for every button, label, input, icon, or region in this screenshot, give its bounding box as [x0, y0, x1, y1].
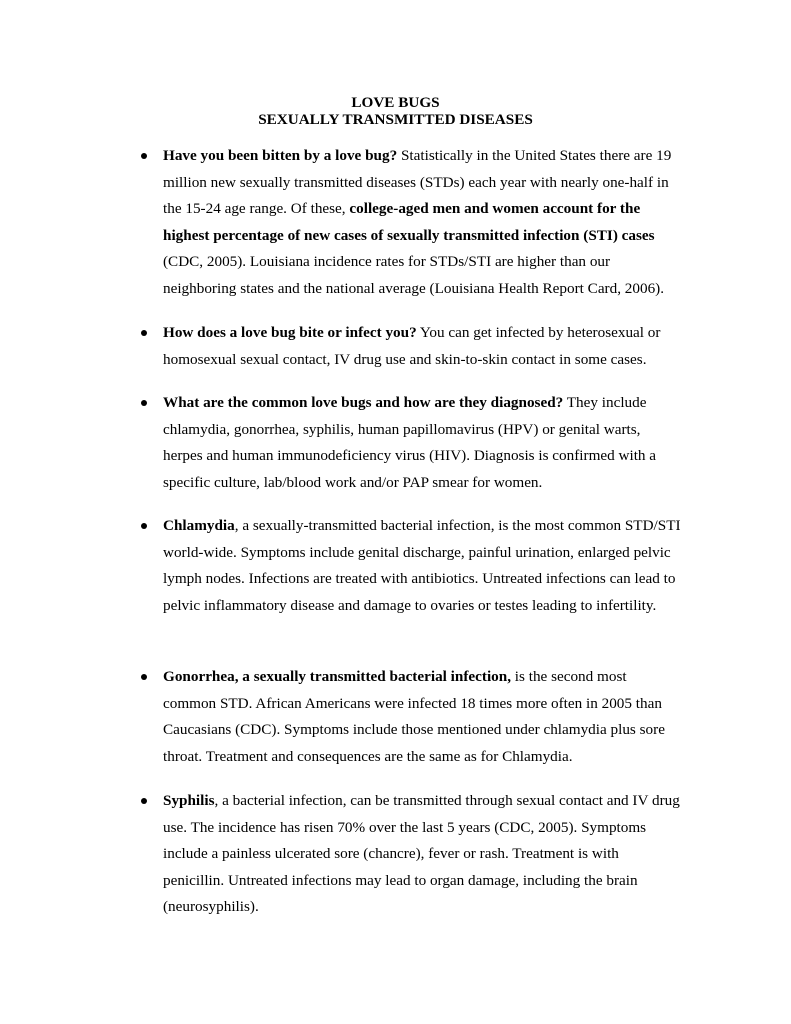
bullet-emphasis: college-aged men and women account for the highest percentage of new cases of sexually transmitted infection (STI) cases	[163, 200, 655, 244]
bullet-item-syphilis	[163, 788, 683, 921]
bullet-text: , a bacterial infection, can be transmitted through sexual contact and IV drug use. The incidence has risen 70% over the last 5 years (CDC, 2005). Symptoms include a painless ulcerated sore (chancre), fever or rash. Treatment is with penicillin. Untreated infections may lead to organ damage, including the brain (neurosyphilis).	[163, 792, 680, 916]
bullet-lead: Chlamydia	[163, 517, 235, 534]
bullet-lead: Have you been bitten by a love bug?	[163, 147, 398, 164]
bullet-text: (CDC, 2005). Louisiana incidence rates for STDs/STI are higher than our neighboring states and the national average (Louisiana Health Report Card, 2006).	[163, 253, 665, 297]
bullet-lead: How does a love bug bite or infect you?	[163, 324, 417, 341]
bullet-item-infection	[163, 320, 683, 373]
title-line-2: SEXUALLY TRANSMITTED DISEASES	[258, 111, 533, 128]
bullet-item-love-bug	[163, 143, 683, 303]
bullet-dot	[141, 400, 147, 406]
bullet-lead: Syphilis	[163, 792, 215, 809]
bullet-dot	[141, 674, 147, 680]
bullet-item-chlamydia	[163, 513, 683, 619]
bullet-text: They include chlamydia, gonorrhea, syphilis, human papillomavirus (HPV) or genital warts, herpes and human immunodeficiency virus (HIV). Diagnosis is confirmed with a specific culture, lab/blood work and/or PAP smear for women.	[163, 394, 657, 491]
bullet-lead: Gonorrhea, a sexually transmitted bacterial infection,	[163, 668, 511, 685]
bullet-item-diagnosis	[163, 390, 683, 496]
bullet-dot	[141, 153, 147, 159]
bullet-lead: What are the common love bugs and how are they diagnosed?	[163, 394, 564, 411]
bullet-dot	[141, 798, 147, 804]
bullet-text: is the second most common STD. African Americans were infected 18 times more often in 2005 than Caucasians (CDC). Symptoms include those mentioned under chlamydia plus sore throat. Treatment and consequences are the same as for Chlamydia.	[163, 668, 665, 765]
bullet-item-gonorrhea	[163, 664, 683, 770]
bullet-dot	[141, 523, 147, 529]
bullet-text: Statistically in the United States there are 19 million new sexually transmitted diseases (STDs) each year with nearly one-half in the 15-24 age range. Of these,	[163, 147, 672, 218]
bullet-dot	[141, 330, 147, 336]
bullet-text: , a sexually-transmitted bacterial infection, is the most common STD/STI world-wide. Symptoms include genital discharge, painful urination, enlarged pelvic lymph nodes. Infections are treated with antibiotics. Untreated infections can lead to pelvic inflammatory disease and damage to ovaries or testes leading to infertility.	[163, 517, 681, 614]
title-line-1: LOVE BUGS	[351, 94, 440, 111]
bullet-text: You can get infected by heterosexual or homosexual sexual contact, IV drug use and skin-to-skin contact in some cases.	[163, 324, 661, 368]
